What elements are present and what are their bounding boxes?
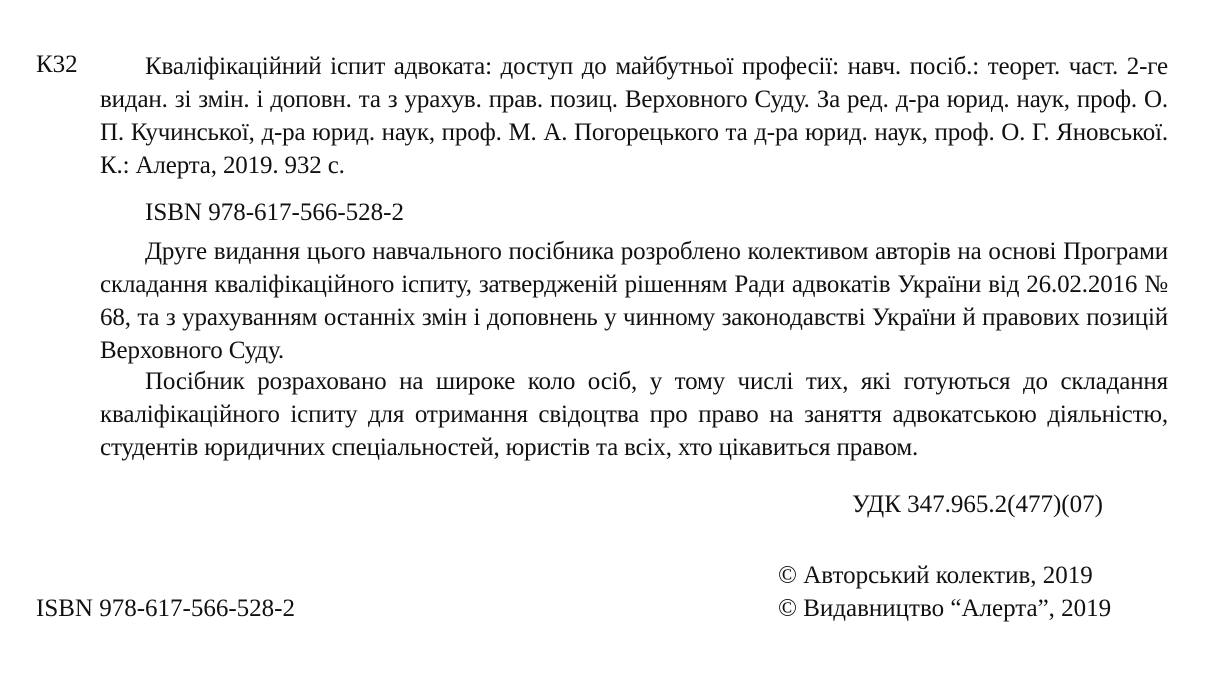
description-paragraph-1: Друге видання цього навчального посібника розроблено колективом авторів на основі Програми складання кваліфікаційного іспиту, затвердженій рішенням Ради адвокатів України від 26.02.2016 № 68, та з урахуванням останніх змін і доповнень у чинному законодавстві України й правових позицій Верховного Суду. <box>100 238 1168 364</box>
udk-code: УДК 347.965.2(477)(07) <box>852 491 1103 518</box>
copyright-publisher: © Видавництво “Алерта”, 2019 <box>778 595 1112 622</box>
catalog-code: К32 <box>36 51 78 78</box>
bibliographic-entry: Кваліфікаційний іспит адвоката: доступ до майбутньої професії: навч. посіб.: теорет. част. 2-ге видан. зі змін. і доповн. та з урахув. прав. позиц. Верховного Суду. За ред. д-ра юрид. наук, проф. О. П. Кучинської, д-ра юрид. наук, проф. М. А. Погорецького та д-ра юрид. наук, проф. О. Г. Яновської. К.: Алерта, 2019. 932 с. <box>100 53 1168 179</box>
copyright-authors: © Авторський колектив, 2019 <box>778 562 1093 589</box>
isbn-bottom: ISBN 978-617-566-528-2 <box>36 595 296 622</box>
copyright-block <box>778 559 1111 625</box>
description-paragraph-2: Посібник розраховано на широке коло осіб, у тому числі тих, які готуються до складання кваліфікаційного іспиту для отримання свідоцтва про право на заняття адвокатською діяльністю, студентів юридичних спеціальностей, юристів та всіх, хто цікавиться правом. <box>100 368 1168 461</box>
isbn-line: ISBN 978-617-566-528-2 <box>145 199 405 226</box>
